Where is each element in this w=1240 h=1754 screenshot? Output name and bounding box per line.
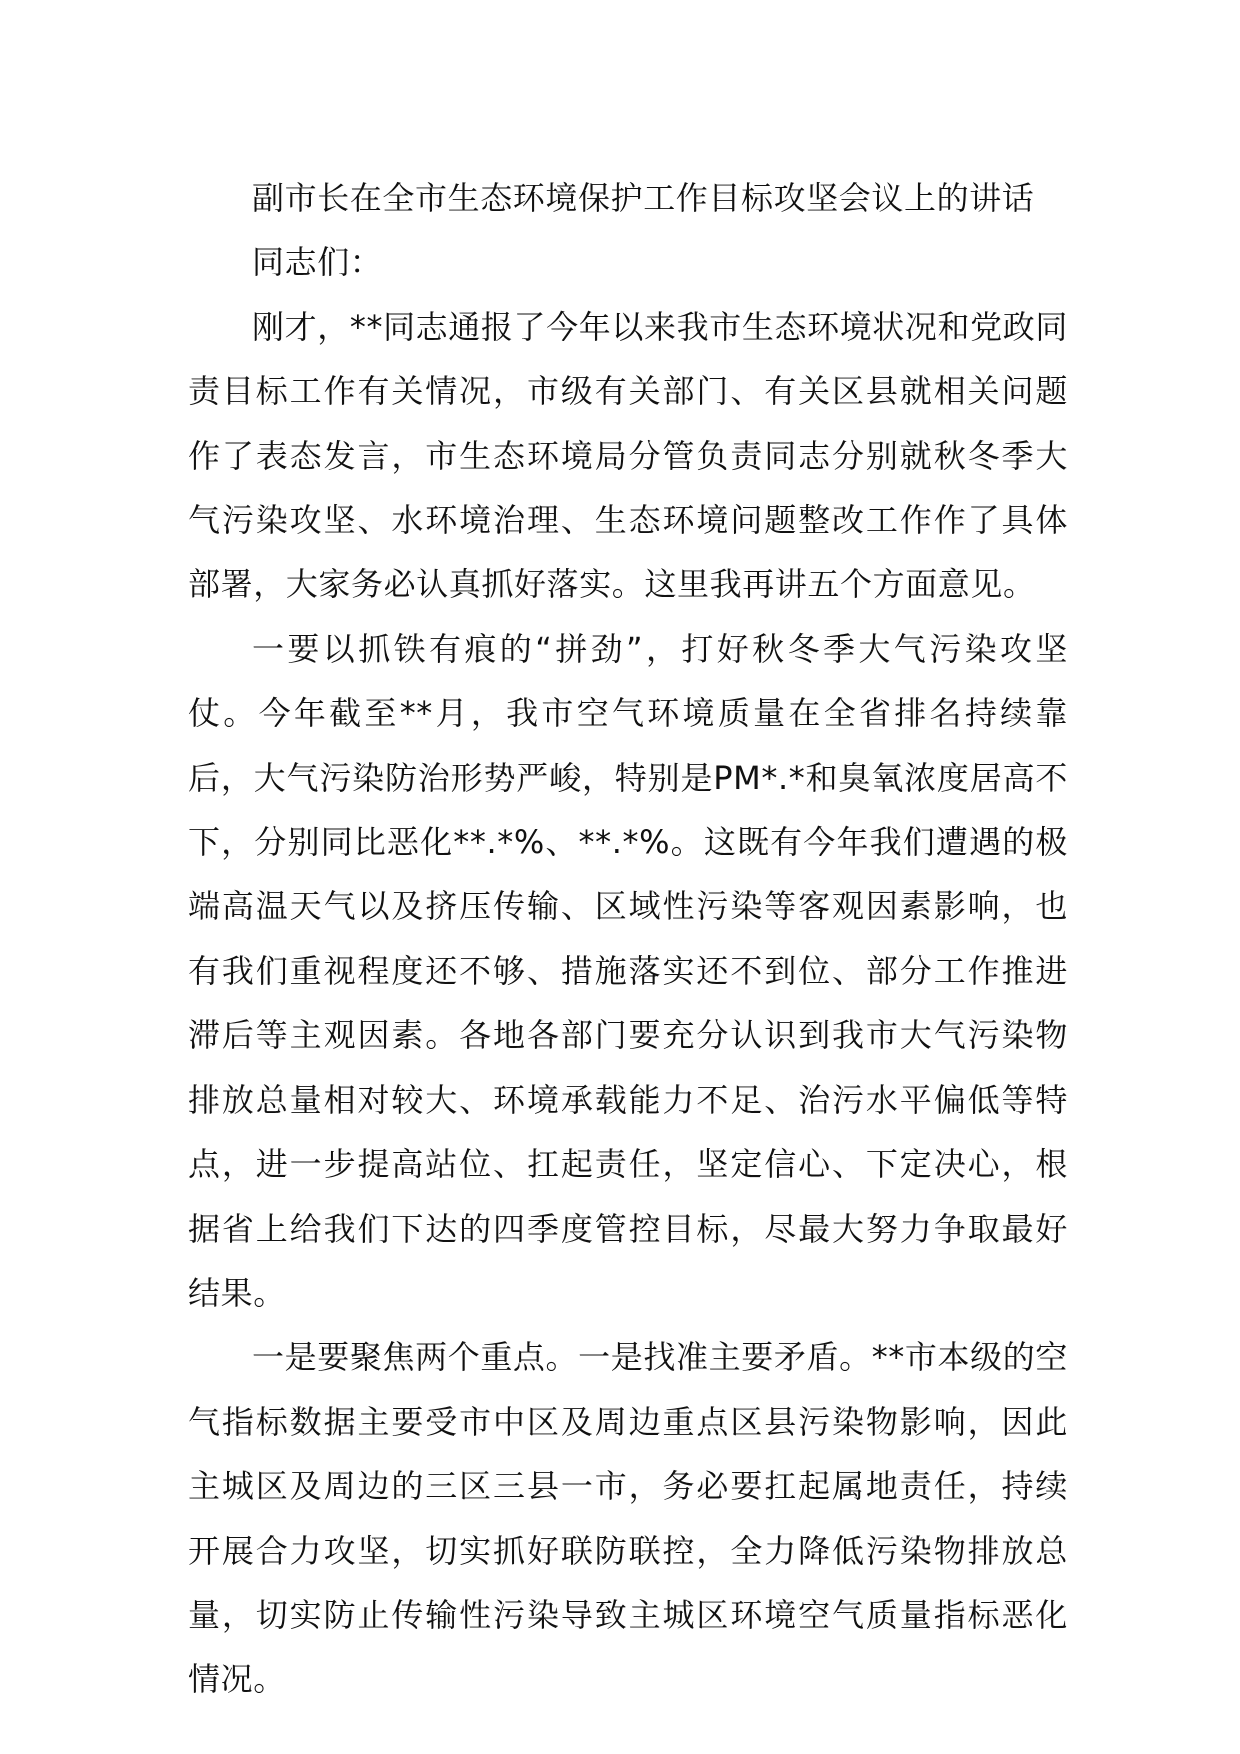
document-title: 副市长在全市生态环境保护工作目标攻坚会议上的讲话: [252, 179, 1035, 217]
paragraph-air-pollution: 一要以抓铁有痕的“拼劲”，打好秋冬季大气污染攻坚仗。今年截至**月，我市空气环境质量在全省排名持续靠后，大气污染防治形势严峻，特别是PM*.*和臭氧浓度居高不下，分别同比恶化**.*%、**.*%。这既有今年我们遭遇的极端高温天气以及挤压传输、区域性污染等客观因素影响，也有我们重视程度还不够、措施落实还不到位、部分工作推进滞后等主观因素。各地各部门要充分认识到我市大气污染物排放总量相对较大、环境承载能力不足、治污水平偏低等特点，进一步提高站位、扛起责任，坚定信心、下定决心，根据省上给我们下达的四季度管控目标，尽最大努力争取最好结果。: [188, 629, 1068, 1312]
paragraph-opening: 刚才，**同志通报了今年以来我市生态环境状况和党政同责目标工作有关情况，市级有关部门、有关区县就相关问题作了表态发言，市生态环境局分管负责同志分别就秋冬季大气污染攻坚、水环境治理、生态环境问题整改工作作了具体部署，大家务必认真抓好落实。这里我再讲五个方面意见。: [188, 307, 1068, 604]
document-body: [188, 166, 1068, 1712]
paragraph-two-priorities: 一是要聚焦两个重点。一是找准主要矛盾。**市本级的空气指标数据主要受市中区及周边重点区县污染物影响，因此主城区及周边的三区三县一市，务必要扛起属地责任，持续开展合力攻坚，切实抓好联防联控，全力降低污染物排放总量，切实防止传输性污染导致主城区环境空气质量指标恶化情况。: [188, 1338, 1068, 1699]
salutation: 同志们：: [252, 243, 383, 282]
